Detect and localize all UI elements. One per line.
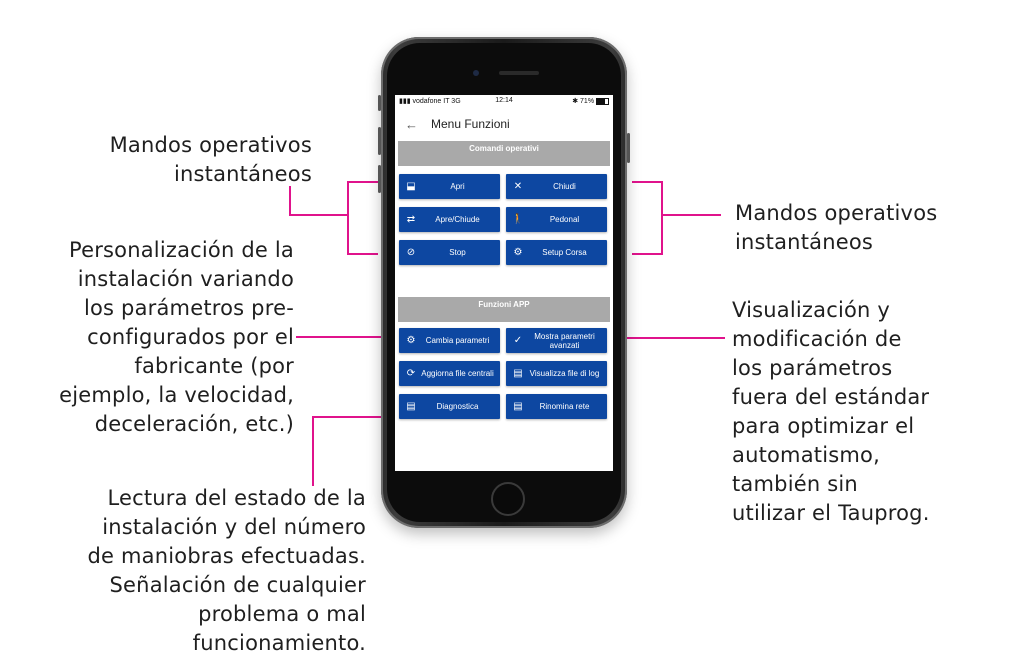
phone-screen (395, 95, 613, 471)
rename-network-button[interactable]: ▤ Rinomina rete (506, 394, 607, 419)
update-central-files-button[interactable]: ⟳ Aggiorna file centrali (399, 361, 500, 386)
stop-button[interactable]: ⊘ Stop (399, 240, 500, 265)
app-functions-grid (399, 328, 613, 419)
open-close-button[interactable]: ⇄ Apre/Chiude (399, 207, 500, 232)
phone-side-button (378, 95, 381, 111)
callout-installation-customization: Personalización de la instalación variando los parámetros pre- configurados por el fabricante (por ejemplo, la velocidad, deceleración, etc.) (59, 238, 294, 436)
phone-side-button (627, 133, 630, 163)
connector-line (661, 214, 721, 216)
bracket-right (632, 253, 663, 255)
earpiece (499, 71, 539, 75)
page-title: Menu Funzioni (431, 117, 510, 131)
check-icon: ✓ (513, 335, 523, 346)
view-log-file-button[interactable]: ▤ Visualizza file di log (506, 361, 607, 386)
swap-icon: ⇄ (406, 214, 416, 225)
callout-advanced-parameters: Visualización y modificación de los parámetros fuera del estándar para optimizar el automatismo, también sin utilizar el Tauprog. (732, 298, 930, 525)
file-icon: ▤ (513, 368, 523, 379)
connector-line (289, 186, 291, 215)
operative-commands-grid (399, 174, 613, 265)
section-header-operative-commands: Comandi operativi (398, 141, 610, 166)
bracket-right (632, 181, 663, 183)
signal-carrier: ▮▮▮ vodafone IT 3G (399, 98, 461, 105)
front-camera (473, 70, 479, 76)
pedestrian-icon: 🚶 (511, 214, 525, 225)
callout-instant-commands-right: Mandos operativos instantáneos (735, 201, 938, 254)
close-button[interactable]: ✕ Chiudi (506, 174, 607, 199)
status-time: 12:14 (495, 97, 513, 104)
callout-instant-commands-left: Mandos operativos instantáneos (109, 133, 312, 186)
show-advanced-parameters-button[interactable]: ✓ Mostra parametri avanzati (506, 328, 607, 353)
signal-icon: ▮▮▮ (399, 98, 411, 105)
stop-icon: ⊘ (406, 247, 416, 258)
file-icon: ▤ (406, 401, 416, 412)
bracket-left (347, 181, 349, 255)
diagnostics-button[interactable]: ▤ Diagnostica (399, 394, 500, 419)
setup-travel-button[interactable]: ⚙ Setup Corsa (506, 240, 607, 265)
pedestrian-button[interactable]: 🚶 Pedonal (506, 207, 607, 232)
arrow-left-icon[interactable]: ← (405, 116, 418, 132)
app-bar (395, 107, 613, 141)
callout-diagnostics: Lectura del estado de la instalación y del número de maniobras efectuadas. Señalación de cualquier problema o mal funcionamiento. (87, 486, 366, 655)
close-icon: ✕ (513, 181, 523, 192)
battery-icon (596, 98, 609, 105)
file-icon: ▤ (513, 401, 523, 412)
open-icon: ⬓ (406, 181, 416, 192)
home-button[interactable] (491, 482, 525, 516)
gear-icon: ⚙ (513, 247, 523, 258)
phone-bezel (387, 43, 621, 522)
connector-line (312, 416, 314, 486)
open-button[interactable]: ⬓ Apri (399, 174, 500, 199)
connector-line (289, 214, 349, 216)
status-bar (395, 95, 613, 107)
phone-side-button (378, 127, 381, 155)
bracket-left (347, 181, 378, 183)
gear-icon: ⚙ (406, 335, 416, 346)
bracket-left (347, 253, 378, 255)
bluetooth-icon: ✱ (572, 98, 579, 105)
section-header-app-functions: Funzioni APP (398, 297, 610, 322)
battery-status: ✱ 71% (572, 97, 609, 105)
phone-side-button (378, 165, 381, 193)
change-parameters-button[interactable]: ⚙ Cambia parametri (399, 328, 500, 353)
smartphone (381, 37, 627, 528)
bracket-right (661, 181, 663, 255)
refresh-icon: ⟳ (406, 368, 416, 379)
